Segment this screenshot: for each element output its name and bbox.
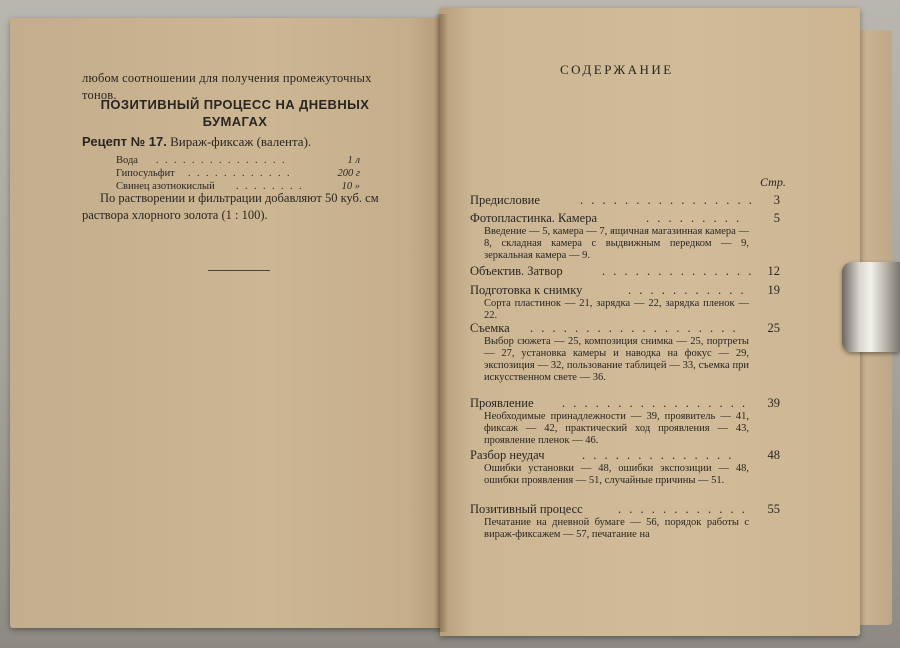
ingredient-name: Гипосульфит: [116, 168, 175, 179]
ingredient-row: [116, 168, 360, 181]
toc-entry-page: 5: [773, 211, 780, 225]
recipe-note: По растворении и фильтрации добавляют 50 куб. см раствора хлорного золота (1 : 100).: [82, 191, 379, 222]
toc-entry-details: Необходимые принадлежности — 39, проявитель — 41, фиксаж — 42, практический ход проявления — 43, проявление пленок — 46.: [484, 411, 749, 446]
ingredient-name: Вода: [116, 155, 138, 166]
dot-leader: . . . . . . . . . . .: [628, 283, 747, 297]
toc-entry-page: 19: [767, 283, 780, 297]
recipe-name: Вираж-фиксаж (валента).: [170, 134, 312, 149]
dot-leader: . . . . . . . . .: [646, 211, 742, 225]
toc-entry-title: Предисловие: [470, 193, 540, 207]
dot-leader: . . . . . . . . . . . .: [618, 502, 748, 516]
dot-leader: . . . . . . . . . . . . . .: [582, 448, 734, 462]
toc-entry-details: Ошибки установки — 48, ошибки экспозиции — 48, ошибки проявления — 51, случайные причины — 51.: [484, 463, 749, 486]
recipe-line: [82, 134, 311, 150]
toc-entry-page: 3: [773, 193, 780, 207]
section-heading: ПОЗИТИВНЫЙ ПРОЦЕСС НА ДНЕВНЫХ БУМАГАХ: [100, 97, 370, 129]
dot-leader: . . . . . . . . . . . . . . . .: [580, 193, 755, 207]
ingredient-amount: 1 л: [347, 155, 360, 166]
dot-leader: . . . . . . . . . . . . . . . . .: [562, 396, 748, 410]
toc-entry-title: Проявление: [470, 396, 534, 410]
contents-title: СОДЕРЖАНИЕ: [560, 62, 674, 77]
toc-entry: [470, 211, 780, 227]
toc-entry-details: Сорта пластинок — 21, зарядка — 22, зарядка пленок — 22.: [484, 298, 749, 321]
toc-entry-title: Фотопластинка. Камера: [470, 211, 598, 225]
recipe-number: Рецепт № 17.: [82, 134, 167, 149]
dot-leader: . . . . . . . . . . . . . . . . . . .: [530, 321, 739, 335]
ingredient-name: Свинец азотнокислый: [116, 181, 215, 192]
toc-entry-title: Подготовка к снимку: [470, 283, 583, 297]
continuation-text: любом соотношении для получения промежуточных тонов.: [82, 71, 372, 102]
toc-entry-title: Разбор неудач: [470, 448, 545, 462]
toc-entry-page: 48: [767, 448, 780, 462]
toc-entry-page: 39: [767, 396, 780, 410]
toc-entry-title: Позитивный процесс: [470, 502, 583, 516]
toc-entry: [470, 396, 780, 412]
toc-entry: [470, 283, 780, 299]
toc-entry: [470, 264, 780, 280]
dot-leader: . . . . . . . . . . . . . .: [602, 264, 754, 278]
ingredient-amount: 10 »: [341, 181, 360, 192]
toc-entry: [470, 321, 780, 337]
toc-entry-page: 12: [767, 264, 780, 278]
ingredient-row: [116, 155, 360, 168]
toc-entry-details: Выбор сюжета — 25, композиция снимка — 25, портреты — 27, установка камеры и наводка на фокус — 29, экспозиция — 32, пользование таблицей — 33, съемка при искусственном свете — 36.: [484, 336, 749, 383]
binder-clip: [842, 262, 900, 352]
toc-entry: [470, 448, 780, 464]
toc-entry: [470, 502, 780, 518]
toc-entry-details: Введение — 5, камера — 7, ящичная магазинная камера — 8, складная камера с выдвижным передком — 9, зеркальная камера — 9.: [484, 226, 749, 261]
page-column-label: Стр.: [760, 175, 786, 189]
dot-leader: . . . . . . . . . . . .: [188, 168, 292, 179]
dot-leader: . . . . . . . .: [236, 181, 304, 192]
toc-entry-page: 25: [767, 321, 780, 335]
book-gutter: [434, 14, 448, 632]
ingredient-amount: 200 г: [337, 168, 360, 179]
toc-entry-page: 55: [767, 502, 780, 516]
dot-leader: . . . . . . . . . . . . . . .: [156, 155, 287, 166]
toc-entry-details: Печатание на дневной бумаге — 56, порядок работы с вираж-фиксажем — 57, печатание на: [484, 517, 749, 540]
divider-rule: [208, 270, 270, 271]
toc-entry-title: Объектив. Затвор: [470, 264, 563, 278]
toc-entry-title: Съемка: [470, 321, 510, 335]
toc-entry: [470, 193, 780, 209]
